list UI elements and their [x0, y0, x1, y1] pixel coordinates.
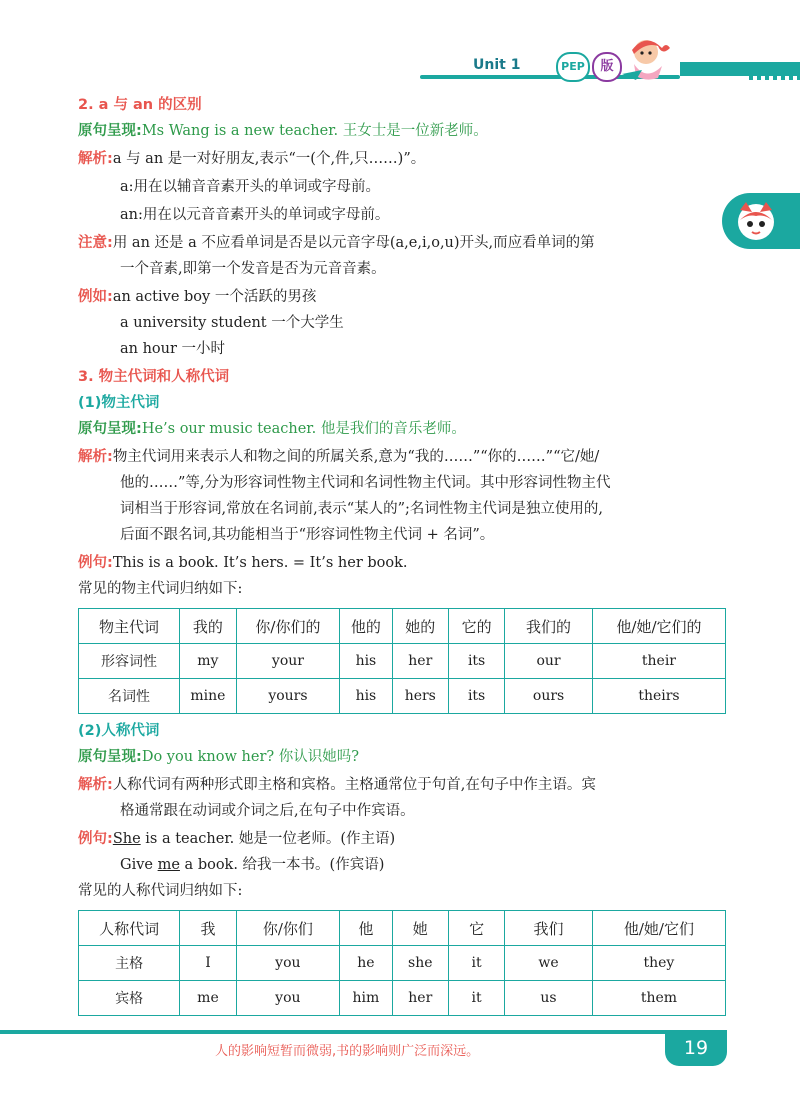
subsection-title: (1)物主代词 [78, 395, 160, 411]
section-title: 2. a 与 an 的区别 [78, 97, 202, 113]
table-cell: us [505, 981, 593, 1016]
tag-label: 例句: [78, 831, 113, 847]
page-number: 19 [665, 1030, 727, 1066]
table-cell: 我 [180, 911, 236, 946]
table-cell: 形容词性 [79, 644, 180, 679]
table-cell: 他/她/它们的 [592, 609, 725, 644]
table-cell: its [449, 644, 505, 679]
table-cell: 它 [448, 911, 504, 946]
underlined-word: me [157, 857, 180, 873]
table-cell: his [340, 644, 392, 679]
table-cell: me [180, 981, 236, 1016]
paragraph-text: 格通常跟在动词或介词之后,在句子中作宾语。 [120, 803, 415, 819]
table-cell: 他/她/它们 [592, 911, 725, 946]
table-row [79, 946, 726, 981]
table-cell: 我们 [505, 911, 593, 946]
tag-label: 例句: [78, 555, 113, 571]
edition-badge: 版 [592, 52, 622, 82]
original-sentence [78, 418, 466, 440]
pep-badge: PEP [556, 52, 590, 82]
table-cell: 她 [392, 911, 448, 946]
subsection-title: (2)人称代词 [78, 723, 160, 739]
paragraph-text: 一个音素,即第一个发音是否为元音音素。 [120, 261, 386, 277]
footer-rule [0, 1030, 665, 1034]
summary-text: 常见的物主代词归纳如下: [78, 581, 243, 597]
table-cell: you [236, 981, 339, 1016]
tag-label: 原句呈现: [78, 749, 142, 765]
table-row [79, 981, 726, 1016]
table-cell: we [505, 946, 593, 981]
paragraph-text: 他的……”等,分为形容词性物主代词和名词性物主代词。其中形容词性物主代 [120, 475, 611, 491]
example-text: an hour 一小时 [120, 341, 226, 357]
table-row [79, 911, 726, 946]
summary-text: 常见的人称代词归纳如下: [78, 883, 243, 899]
table-cell: theirs [592, 679, 725, 714]
tag-label: 解析: [78, 777, 113, 793]
table-row [79, 609, 726, 644]
table-cell: their [592, 644, 725, 679]
unit-label: Unit 1 [473, 57, 521, 73]
tag-label: 解析: [78, 449, 113, 465]
table-cell: 宾格 [79, 981, 180, 1016]
example-text: This is a book. It’s hers. = It’s her book. [112, 555, 408, 571]
example-line [120, 854, 384, 876]
table-cell: your [236, 644, 340, 679]
analysis-line [78, 774, 596, 796]
table-cell: yours [236, 679, 340, 714]
example-text: a book. 给我一本书。(作宾语) [179, 857, 385, 873]
table-cell: 我的 [180, 609, 237, 644]
table-cell: 它的 [449, 609, 505, 644]
table-cell: 他 [340, 911, 393, 946]
table-row [79, 644, 726, 679]
fox-mascot-icon [734, 200, 778, 242]
table-cell: 我们的 [505, 609, 593, 644]
paragraph-text: 人称代词有两种形式即主格和宾格。主格通常位于句首,在句子中作主语。宾 [112, 777, 596, 793]
tag-label: 注意: [78, 235, 113, 251]
sentence-text: He’s our music teacher. 他是我们的音乐老师。 [141, 421, 466, 437]
tag-label: 原句呈现: [78, 123, 142, 139]
example-text: an active boy 一个活跃的男孩 [112, 289, 317, 305]
table-cell: she [392, 946, 448, 981]
header-checker-pattern [745, 68, 800, 80]
table-cell: my [180, 644, 237, 679]
tag-label: 例如: [78, 289, 113, 305]
section-title: 3. 物主代词和人称代词 [78, 369, 230, 385]
table-cell: I [180, 946, 236, 981]
original-sentence [78, 120, 488, 142]
table-cell: 你/你们 [236, 911, 339, 946]
tag-label: 解析: [78, 151, 113, 167]
table-cell: 名词性 [79, 679, 180, 714]
analysis-line [78, 148, 425, 170]
table-cell: it [448, 981, 504, 1016]
paragraph-text: an:用在以元音音素开头的单词或字母前。 [120, 207, 390, 223]
table-cell: he [340, 946, 393, 981]
table-cell: it [448, 946, 504, 981]
table-cell: ours [505, 679, 593, 714]
sentence-text: Do you know her? 你认识她吗? [141, 749, 360, 765]
original-sentence [78, 746, 359, 768]
tag-label: 原句呈现: [78, 421, 142, 437]
table-cell: you [236, 946, 339, 981]
possessive-pronoun-table [78, 608, 726, 714]
table-cell: his [340, 679, 392, 714]
paragraph-text: 用 an 还是 a 不应看单词是否是以元音字母(a,e,i,o,u)开头,而应看单词的第 [112, 235, 595, 251]
table-cell: 他的 [340, 609, 392, 644]
table-cell: 人称代词 [79, 911, 180, 946]
footer-quote: 人的影响短暂而微弱,书的影响则广泛而深远。 [215, 1044, 480, 1059]
paragraph-text: 后面不跟名词,其功能相当于“形容词性物主代词 + 名词”。 [120, 527, 495, 543]
table-cell: hers [392, 679, 448, 714]
table-row [79, 679, 726, 714]
analysis-line [78, 446, 599, 468]
table-cell: 主格 [79, 946, 180, 981]
paragraph-text: 词相当于形容词,常放在名词前,表示“某人的”;名词性物主代词是独立使用的, [120, 501, 604, 517]
example-text: Give [120, 857, 158, 873]
paragraph-text: a 与 an 是一对好朋友,表示“一(个,件,只……)”。 [112, 151, 426, 167]
example-text: is a teacher. 她是一位老师。(作主语) [140, 831, 396, 847]
table-cell: 物主代词 [79, 609, 180, 644]
table-cell: our [505, 644, 593, 679]
note-line [78, 232, 595, 254]
girl-mascot-icon [622, 36, 674, 82]
sentence-text: Ms Wang is a new teacher. 王女士是一位新老师。 [141, 123, 488, 139]
table-cell: they [592, 946, 725, 981]
personal-pronoun-table [78, 910, 726, 1016]
page-header [0, 0, 800, 95]
table-cell: 她的 [392, 609, 448, 644]
table-cell: 你/你们的 [236, 609, 340, 644]
example-text: a university student 一个大学生 [120, 315, 344, 331]
underlined-word: She [112, 831, 141, 847]
table-cell: her [392, 644, 448, 679]
table-cell: her [392, 981, 448, 1016]
table-cell: them [592, 981, 725, 1016]
table-cell: him [340, 981, 393, 1016]
example-line [78, 828, 395, 850]
example-line [78, 286, 316, 308]
paragraph-text: a:用在以辅音音素开头的单词或字母前。 [120, 179, 381, 195]
paragraph-text: 物主代词用来表示人和物之间的所属关系,意为“我的……”“你的……”“它/她/ [112, 449, 600, 465]
table-cell: mine [180, 679, 237, 714]
table-cell: its [449, 679, 505, 714]
example-line [78, 552, 408, 574]
